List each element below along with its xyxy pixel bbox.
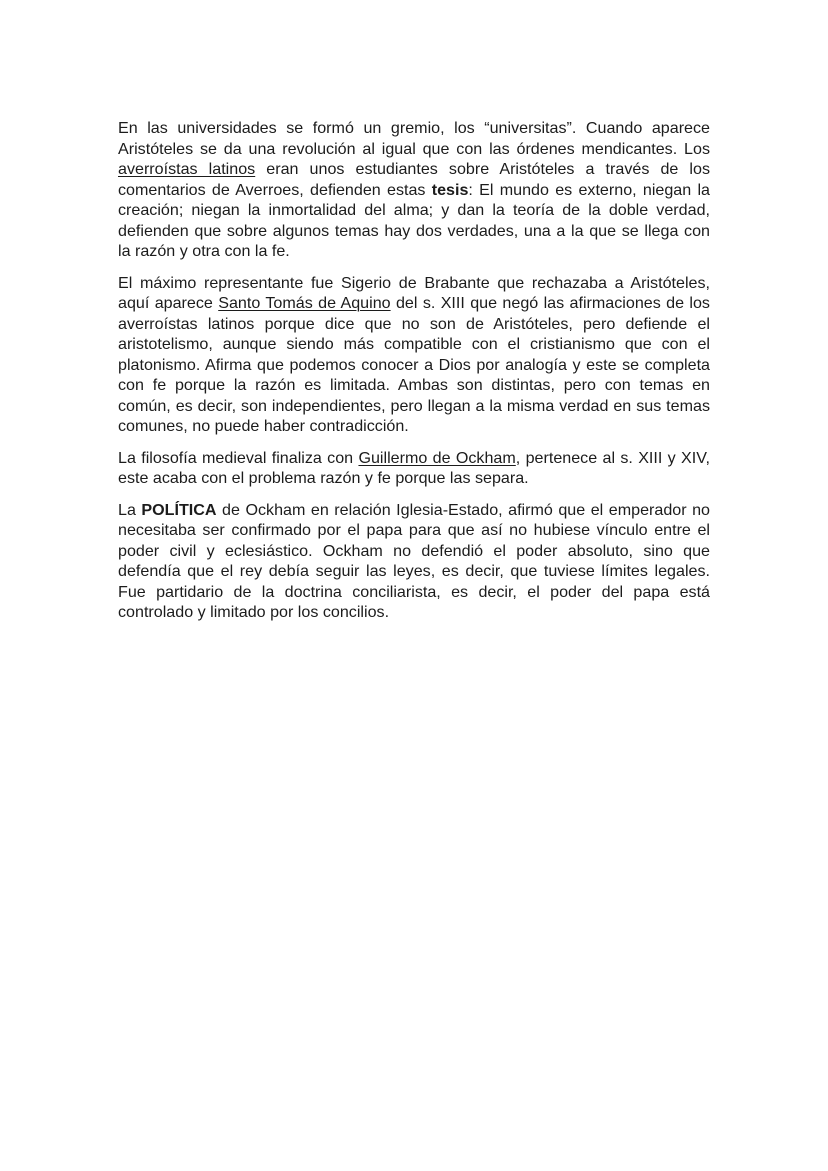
text-segment: , pertenece al s. XIII y XIV, este acaba con el problema razón y fe porque las separa.: [118, 448, 710, 487]
paragraph-ockham-intro: [118, 448, 710, 489]
bold-term-tesis: tesis: [431, 180, 469, 199]
paragraph-ockham-politica: [118, 500, 710, 623]
text-segment: del s. XIII que negó las afirmaciones de los averroístas latinos porque dice que no son de Aristóteles, pero defiende el aristotelismo, aunque siendo más compatible con el cristianismo que con el platonismo. Afirma que podemos conocer a Dios por analogía y este se completa con fe porque la razón es limitada. Ambas son distintas, pero con temas en común, es decir, son independientes, pero llegan a la misma verdad en sus temas comunes, no puede haber contradicción.: [118, 294, 710, 435]
bold-term-politica: POLÍTICA: [141, 500, 217, 519]
text-segment: En las universidades se formó un gremio, los “universitas”. Cuando aparece Aristóteles se da una revolución al igual que con las órdenes mendicantes. Los: [118, 119, 710, 158]
underlined-term-tomas-de-aquino: Santo Tomás de Aquino: [218, 294, 391, 312]
text-segment: eran unos estudiantes sobre Aristóteles a través de los comentarios de Averroes, defienden estas: [118, 160, 710, 199]
document-page: [118, 118, 710, 634]
text-segment: El máximo representante fue Sigerio de Brabante que rechazaba a Aristóteles, aquí aparece: [118, 273, 710, 312]
text-segment: La filosofía medieval finaliza con: [118, 448, 359, 467]
paragraph-sigerio-tomas: [118, 273, 710, 437]
underlined-term-averroistas: averroístas latinos: [118, 160, 256, 178]
underlined-term-guillermo-de-ockham: Guillermo de Ockham: [358, 448, 516, 467]
text-segment: : El mundo es externo, niegan la creación; niegan la inmortalidad del alma; y dan la teoría de la doble verdad, defienden que sobre algunos temas hay dos verdades, una a la que se llega con la razón y otra con la fe.: [118, 180, 710, 260]
text-segment: La: [118, 500, 142, 519]
text-segment: de Ockham en relación Iglesia-Estado, afirmó que el emperador no necesitaba ser confirmado por el papa para que así no hubiese vínculo entre el poder civil y eclesiástico. Ockham no defendió el poder absoluto, sino que defendía que el rey debía seguir las leyes, es decir, que tuviese límites legales. Fue partidario de la doctrina conciliarista, es decir, el poder del papa está controlado y limitado por los concilios.: [118, 500, 711, 621]
paragraph-universities: [118, 118, 710, 262]
